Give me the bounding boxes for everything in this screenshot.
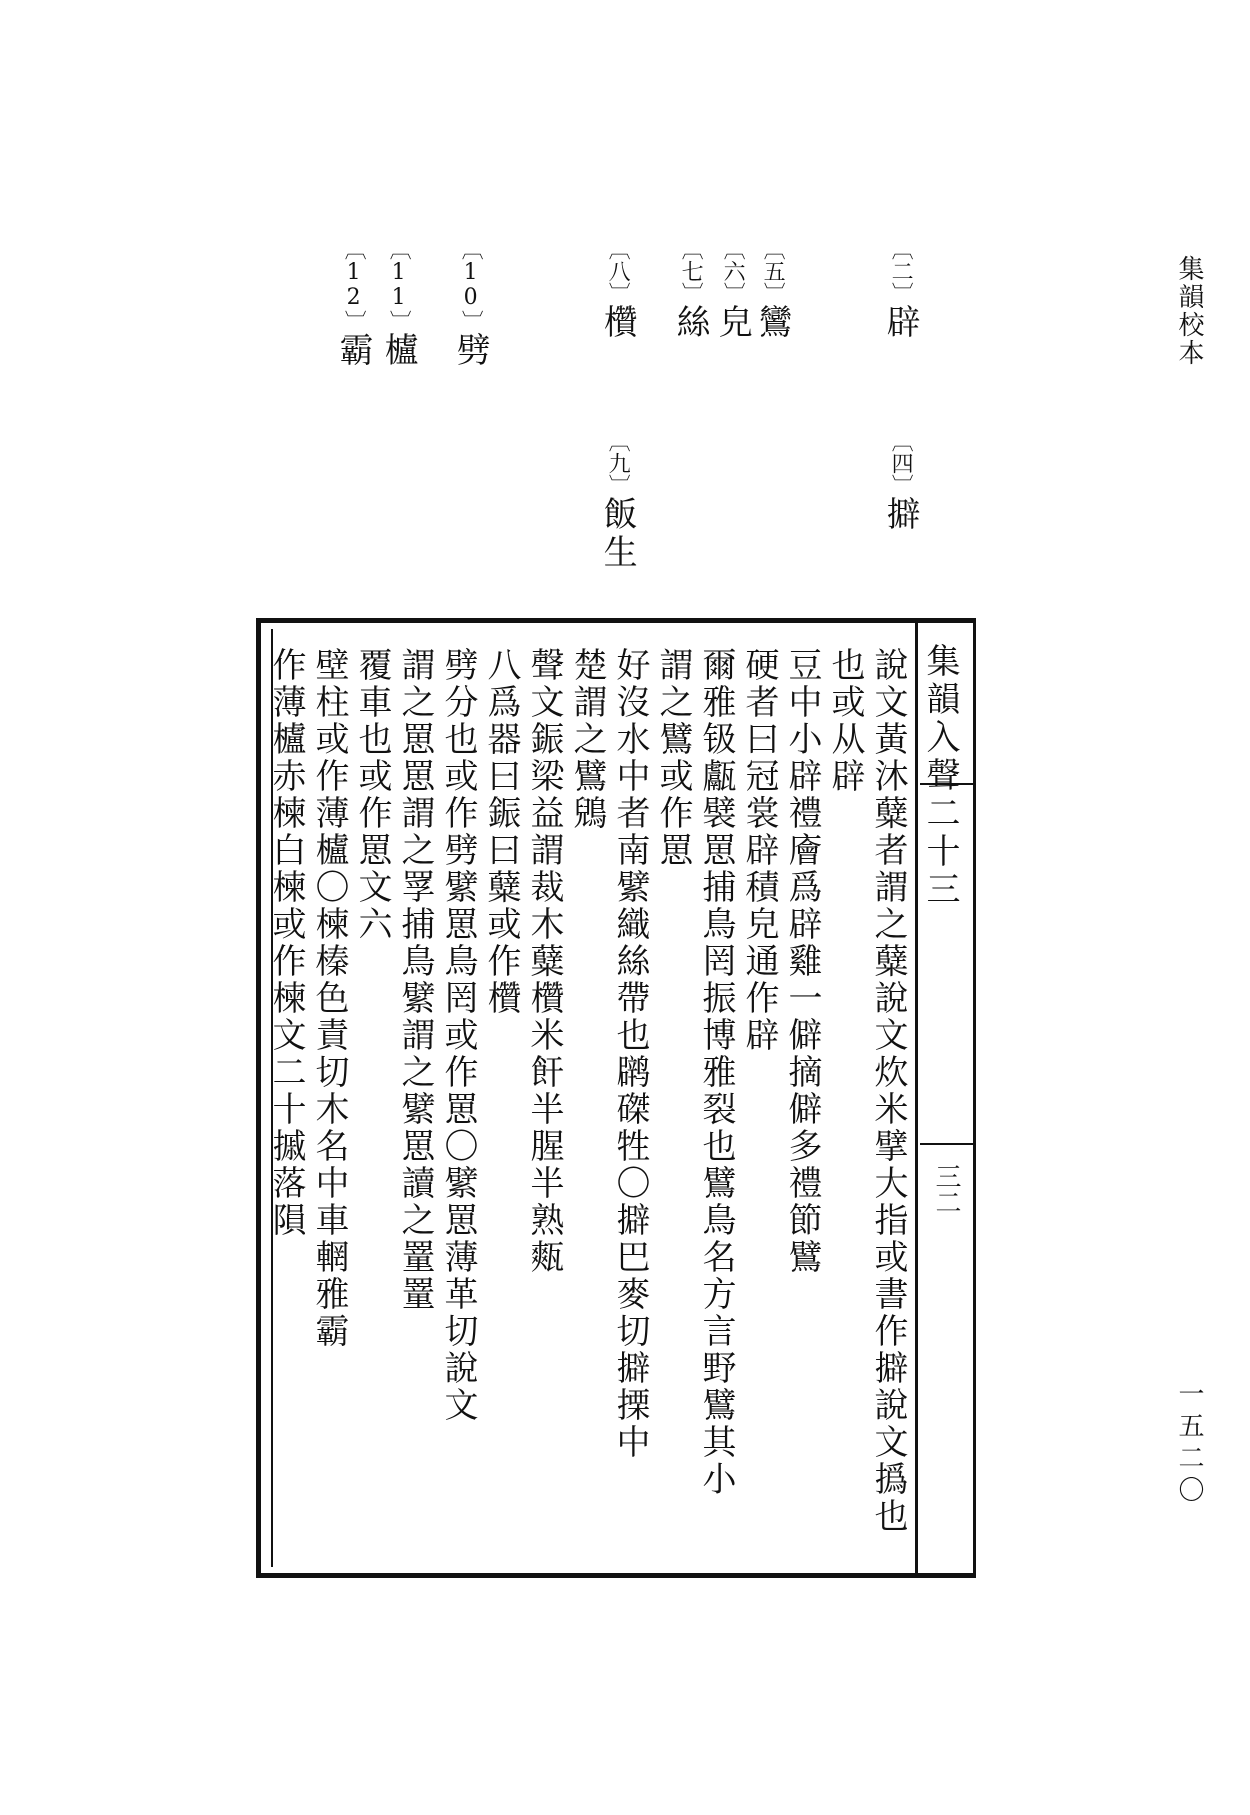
center-strip [915,623,973,1573]
fishtail-mark [920,1143,975,1145]
text-column: 謂之鷿或作罳 [653,647,693,869]
note-10 [450,238,489,370]
note-number: 〔11〕 [386,238,412,332]
note-number: 〔四〕 [888,430,914,496]
text-column: 作薄櫨赤楝白楝或作楝文二十摵落隕 [266,647,306,1239]
woodblock-page [256,618,976,1578]
note-number: 〔五〕 [760,238,786,304]
note-text: 皃 [712,304,753,342]
note-5 [752,238,791,342]
note-6 [712,238,751,342]
note-text: 櫨 [378,332,419,370]
text-column: 覆車也或作罳文六 [352,647,392,943]
note-number: 〔七〕 [678,238,704,304]
note-number: 〔12〕 [341,238,367,332]
note-text: 絲 [670,304,711,342]
note-text: 霸 [333,332,374,370]
note-number: 〔九〕 [605,430,631,496]
text-column: 也或从辟 [825,647,865,795]
text-column: 楚謂之鷿鶂 [567,647,607,832]
text-column: 硬者曰冠裳辟積皃通作辟 [739,647,779,1054]
text-column: 豆中小辟禮廥爲辟雞一僻摘僻多禮節鷿 [782,647,822,1276]
center-strip-title: 集韻入聲二十三 [920,643,960,909]
note-number: 〔10〕 [458,238,484,332]
note-12 [333,238,372,370]
note-text: 劈 [450,332,491,370]
note-11 [378,238,417,370]
note-8 [597,238,636,342]
note-number: 〔六〕 [720,238,746,304]
note-9 [597,430,636,572]
note-text: 辟 [880,304,921,342]
text-column: 劈分也或作劈繴罳鳥罔或作罳〇繴罳薄革切說文 [438,647,478,1424]
text-area [266,629,918,1567]
page-number: 一五二〇 [1174,1380,1204,1508]
text-column: 好沒水中者南繴織絲帶也䴙磔牲〇擗巴麥切擗搮中 [610,647,650,1461]
note-7 [670,238,709,342]
note-4 [880,430,919,534]
leaf-number: 三二 [931,1163,961,1215]
note-number: 〔八〕 [605,238,631,304]
note-text: 擗 [880,496,921,534]
note-text: 飯生 [597,496,638,572]
text-column: 爾雅钑甗襞罳捕鳥罔振博雅裂也鷿鳥名方言野鷿其小 [696,647,736,1498]
note-number: 〔二〕 [888,238,914,304]
text-column: 謂之罳罳謂之罦捕鳥繴謂之繴罳讀之罿罿 [395,647,435,1313]
note-2 [880,238,919,342]
text-column: 聲文鋠梁益謂裁木糵欑米飦半腥半熟㼽 [524,647,564,1276]
text-column: 說文黃沐糵者謂之糵說文炊米擘大指或書作擗說文撝也 [868,647,908,1535]
text-column: 八爲器曰鋠曰糵或作欑 [481,647,521,1017]
text-column: 壁柱或作薄櫨〇楝榛色責切木名中車輞雅霸 [309,647,349,1350]
note-text: 鸞 [752,304,793,342]
running-head: 集韻校本 [1174,255,1204,367]
note-text: 欑 [597,304,638,342]
